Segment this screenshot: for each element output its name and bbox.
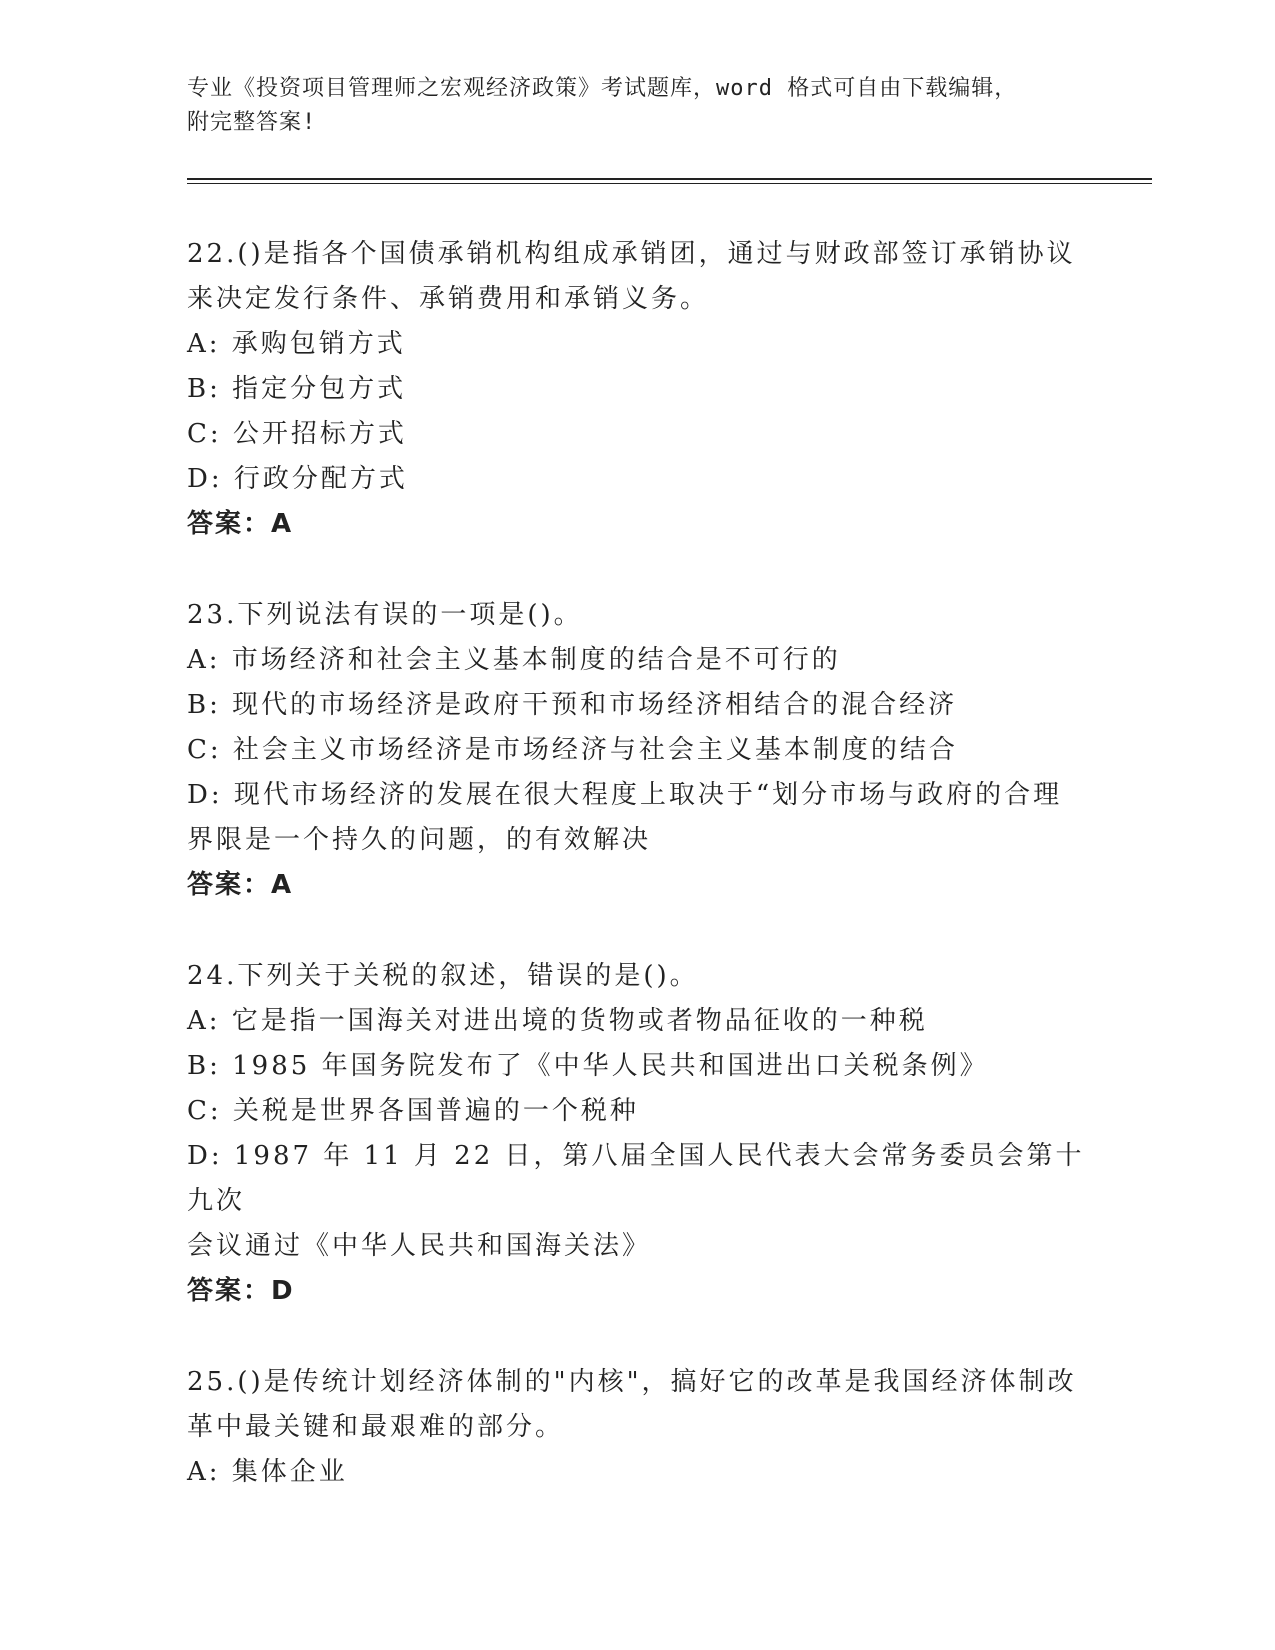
option-b: B: 指定分包方式 [187, 374, 407, 404]
answer: 答案：D [187, 1276, 295, 1306]
question-stem: 23.下列说法有误的一项是()。 [187, 600, 583, 630]
option-b: B: 1985 年国务院发布了《中华人民共和国进出口关税条例》 [187, 1051, 989, 1081]
question-25 [187, 1360, 1087, 1495]
option-a: A: 承购包销方式 [187, 329, 406, 359]
header-line: 附完整答案! [187, 110, 317, 135]
question-24 [187, 954, 1087, 1314]
question-22 [187, 232, 1087, 547]
option-d: D: 行政分配方式 [187, 464, 408, 494]
question-23 [187, 593, 1087, 908]
document-header [187, 72, 1147, 140]
question-stem: 来决定发行条件、承销费用和承销义务。 [187, 284, 710, 314]
option-d: D: 现代市场经济的发展在很大程度上取决于“划分市场与政府的合理 [187, 780, 1063, 810]
answer: 答案：A [187, 870, 294, 900]
question-stem: 24.下列关于关税的叙述，错误的是()。 [187, 961, 699, 991]
header-divider [187, 178, 1152, 180]
option-b: B: 现代的市场经济是政府干预和市场经济相结合的混合经济 [187, 690, 958, 720]
option-d-continued: 界限是一个持久的问题，的有效解决 [187, 825, 652, 855]
question-stem: 革中最关键和最艰难的部分。 [187, 1412, 565, 1442]
header-divider-thin [187, 183, 1152, 184]
option-c: C: 公开招标方式 [187, 419, 407, 449]
option-a: A: 它是指一国海关对进出境的货物或者物品征收的一种税 [187, 1006, 928, 1036]
option-c: C: 关税是世界各国普遍的一个税种 [187, 1096, 639, 1126]
option-d-continued: 会议通过《中华人民共和国海关法》 [187, 1231, 652, 1261]
header-line: 专业《投资项目管理师之宏观经济政策》考试题库，word 格式可自由下载编辑， [187, 76, 1018, 101]
question-stem: 25.()是传统计划经济体制的"内核"，搞好它的改革是我国经济体制改 [187, 1367, 1077, 1397]
option-c: C: 社会主义市场经济是市场经济与社会主义基本制度的结合 [187, 735, 958, 765]
option-d: D: 1987 年 11 月 22 日，第八届全国人民代表大会常务委员会第十九次 [187, 1141, 1085, 1216]
option-a: A: 集体企业 [187, 1457, 348, 1487]
option-a: A: 市场经济和社会主义基本制度的结合是不可行的 [187, 645, 841, 675]
answer: 答案：A [187, 509, 294, 539]
question-list [187, 232, 1087, 1541]
question-stem: 22.()是指各个国债承销机构组成承销团，通过与财政部签订承销协议 [187, 239, 1076, 269]
